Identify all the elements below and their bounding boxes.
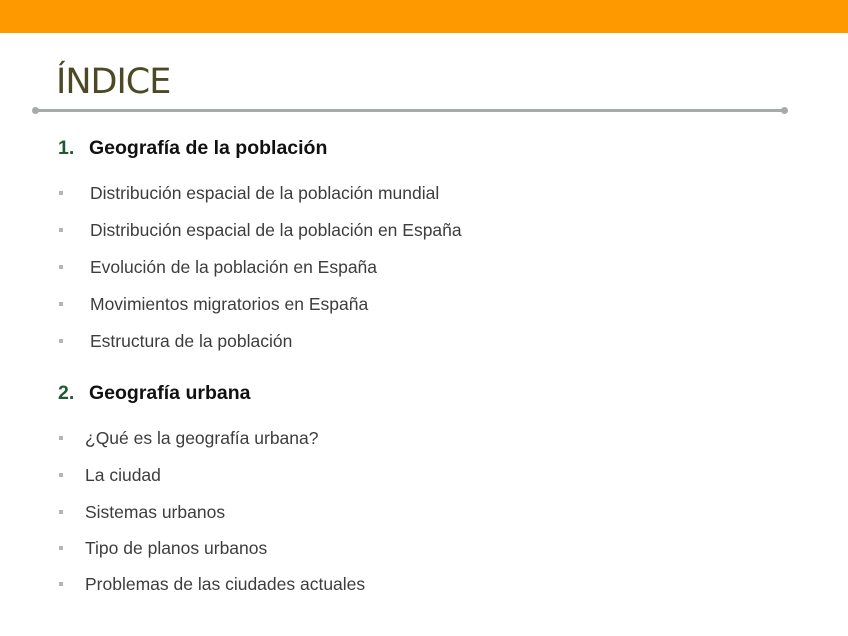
divider-left-dot xyxy=(32,107,39,114)
section-number: 2. xyxy=(58,381,75,404)
list-item-text: Problemas de las ciudades actuales xyxy=(85,574,366,594)
bullet-icon xyxy=(59,339,63,343)
bullet-icon xyxy=(59,302,63,306)
title-divider xyxy=(34,109,786,112)
bullet-icon xyxy=(59,473,63,477)
list-item-text: La ciudad xyxy=(85,465,161,485)
bullet-icon xyxy=(59,228,63,232)
section-title: Geografía de la población xyxy=(89,136,328,159)
list-item-text: Distribución espacial de la población en España xyxy=(90,220,462,240)
bullet-icon xyxy=(59,546,63,550)
list-item-text: Movimientos migratorios en España xyxy=(90,294,369,314)
list-item-text: Distribución espacial de la población mundial xyxy=(90,183,440,203)
section-heading-urbana xyxy=(58,380,250,406)
bullet-icon xyxy=(59,191,63,195)
bullet-icon xyxy=(59,436,63,440)
section-number: 1. xyxy=(58,136,75,159)
list-item-text: Estructura de la población xyxy=(90,331,293,351)
bullet-icon xyxy=(59,265,63,269)
divider-right-dot xyxy=(781,107,788,114)
bullet-icon xyxy=(59,582,63,586)
list-item-text: Tipo de planos urbanos xyxy=(85,538,268,558)
list-item-text: ¿Qué es la geografía urbana? xyxy=(85,428,319,448)
section-heading-poblacion xyxy=(58,135,327,161)
slide-title: ÍNDICE xyxy=(56,62,171,102)
list-item-text: Sistemas urbanos xyxy=(85,502,226,522)
section-title: Geografía urbana xyxy=(89,381,251,404)
bullet-icon xyxy=(59,510,63,514)
top-accent-band xyxy=(0,0,848,33)
list-item-text: Evolución de la población en España xyxy=(90,257,378,277)
